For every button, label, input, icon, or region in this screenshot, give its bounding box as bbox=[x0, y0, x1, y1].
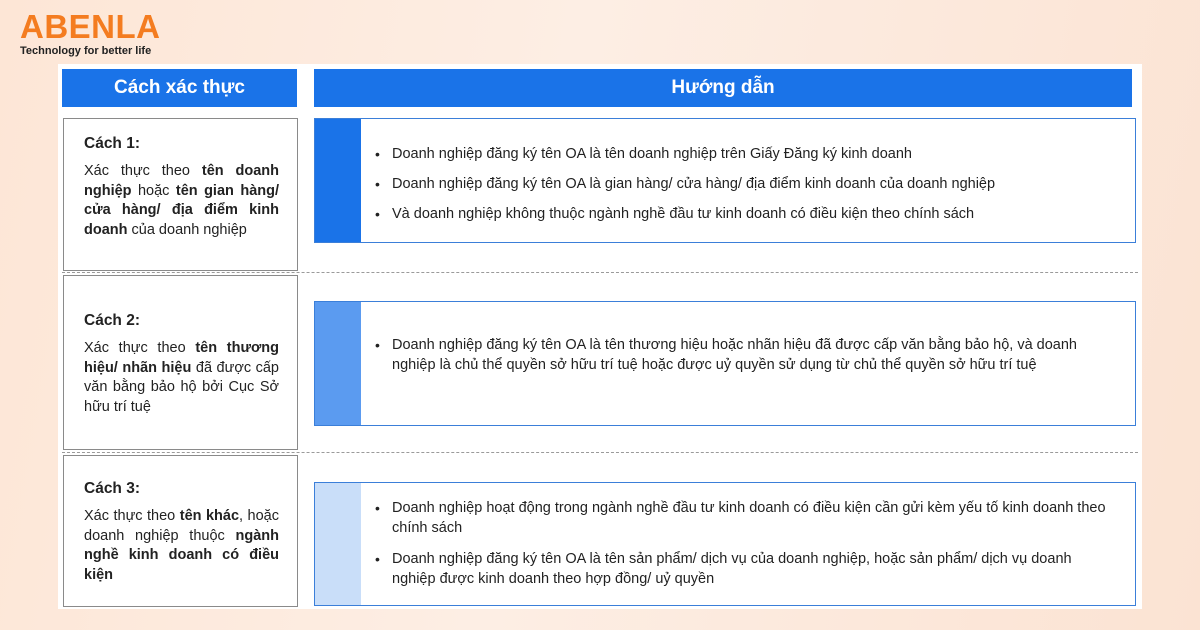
verification-table bbox=[58, 64, 1142, 609]
bullet-item: • Doanh nghiệp đăng ký tên OA là tên doanh nghiệp trên Giấy Đăng ký kinh doanh bbox=[375, 145, 1117, 165]
desc-bold-text: ngành nghề kinh doanh có điều kiện bbox=[84, 527, 279, 583]
bullet-item: • Doanh nghiệp đăng ký tên OA là gian hàng/ cửa hàng/ địa điểm kinh doanh của doanh nghiệp bbox=[375, 175, 1117, 195]
bullet-item: • Doanh nghiệp hoạt động trong ngành nghề đầu tư kinh doanh có điều kiện cần gửi kèm yếu tố kinh doanh theo chính sách bbox=[375, 499, 1117, 538]
desc-text: Xác thực theo bbox=[84, 340, 196, 356]
method-3-cell bbox=[63, 455, 298, 607]
bullet-item: • Doanh nghiệp đăng ký tên OA là tên thương hiệu hoặc nhãn hiệu đã được cấp văn bằng bảo hộ, và doanh nghiệp là chủ thể quyền sở hữu trí tuệ hoặc được uỷ quyền sử dụng từ chủ thể quyền sở hữu trí tuệ bbox=[375, 336, 1117, 375]
row-divider bbox=[62, 452, 1138, 453]
method-2-guide bbox=[314, 301, 1136, 426]
method-2-accent bbox=[315, 302, 361, 425]
brand-tagline: Technology for better life bbox=[20, 45, 152, 57]
method-3-desc bbox=[84, 507, 279, 585]
desc-text: , hoặc doanh nghiệp thuộc bbox=[84, 508, 279, 544]
desc-bold-text: tên doanh nghiệp bbox=[84, 163, 279, 199]
desc-text: hoặc bbox=[131, 182, 176, 199]
bullet-item: • Doanh nghiệp đăng ký tên OA là tên sản phẩm/ dịch vụ của doanh nghiệp, hoặc sản phẩm/ dịch vụ doanh nghiệp được kinh doanh theo hợp đồng/ uỷ quyền bbox=[375, 550, 1117, 589]
header-guide: Hướng dẫn bbox=[314, 69, 1132, 107]
desc-text: đã được cấp văn bằng bảo hộ bởi Cục Sở hữu trí tuệ bbox=[84, 359, 280, 415]
method-1-title: Cách 1: bbox=[84, 135, 140, 152]
method-1-guide bbox=[314, 118, 1136, 243]
desc-text: Xác thực theo bbox=[84, 508, 180, 524]
brand-logo bbox=[20, 8, 161, 57]
desc-bold-text: tên khác bbox=[179, 508, 240, 524]
method-1-cell bbox=[63, 118, 298, 271]
method-3-guide bbox=[314, 482, 1136, 606]
method-2-title: Cách 2: bbox=[84, 312, 140, 329]
header-method: Cách xác thực bbox=[62, 69, 297, 107]
desc-text: Xác thực theo bbox=[84, 163, 202, 179]
method-2-cell bbox=[63, 275, 298, 450]
desc-bold-text: tên gian hàng/ cửa hàng/ địa điểm kinh doanh bbox=[84, 182, 279, 238]
method-2-desc bbox=[84, 339, 279, 417]
desc-bold-text: tên thương hiệu/ nhãn hiệu bbox=[84, 340, 279, 376]
row-divider bbox=[62, 272, 1138, 273]
method-1-desc bbox=[84, 162, 279, 240]
method-3-bullets bbox=[375, 499, 1117, 589]
method-2-bullets bbox=[375, 336, 1117, 375]
desc-text: của doanh nghiệp bbox=[127, 221, 247, 238]
method-3-accent bbox=[315, 483, 361, 605]
method-3-title: Cách 3: bbox=[84, 480, 140, 497]
bullet-item: • Và doanh nghiệp không thuộc ngành nghề đầu tư kinh doanh có điều kiện theo chính sách bbox=[375, 205, 1117, 225]
method-1-bullets bbox=[375, 145, 1117, 225]
method-1-accent bbox=[315, 119, 361, 242]
brand-name: ABENLA bbox=[20, 8, 161, 45]
